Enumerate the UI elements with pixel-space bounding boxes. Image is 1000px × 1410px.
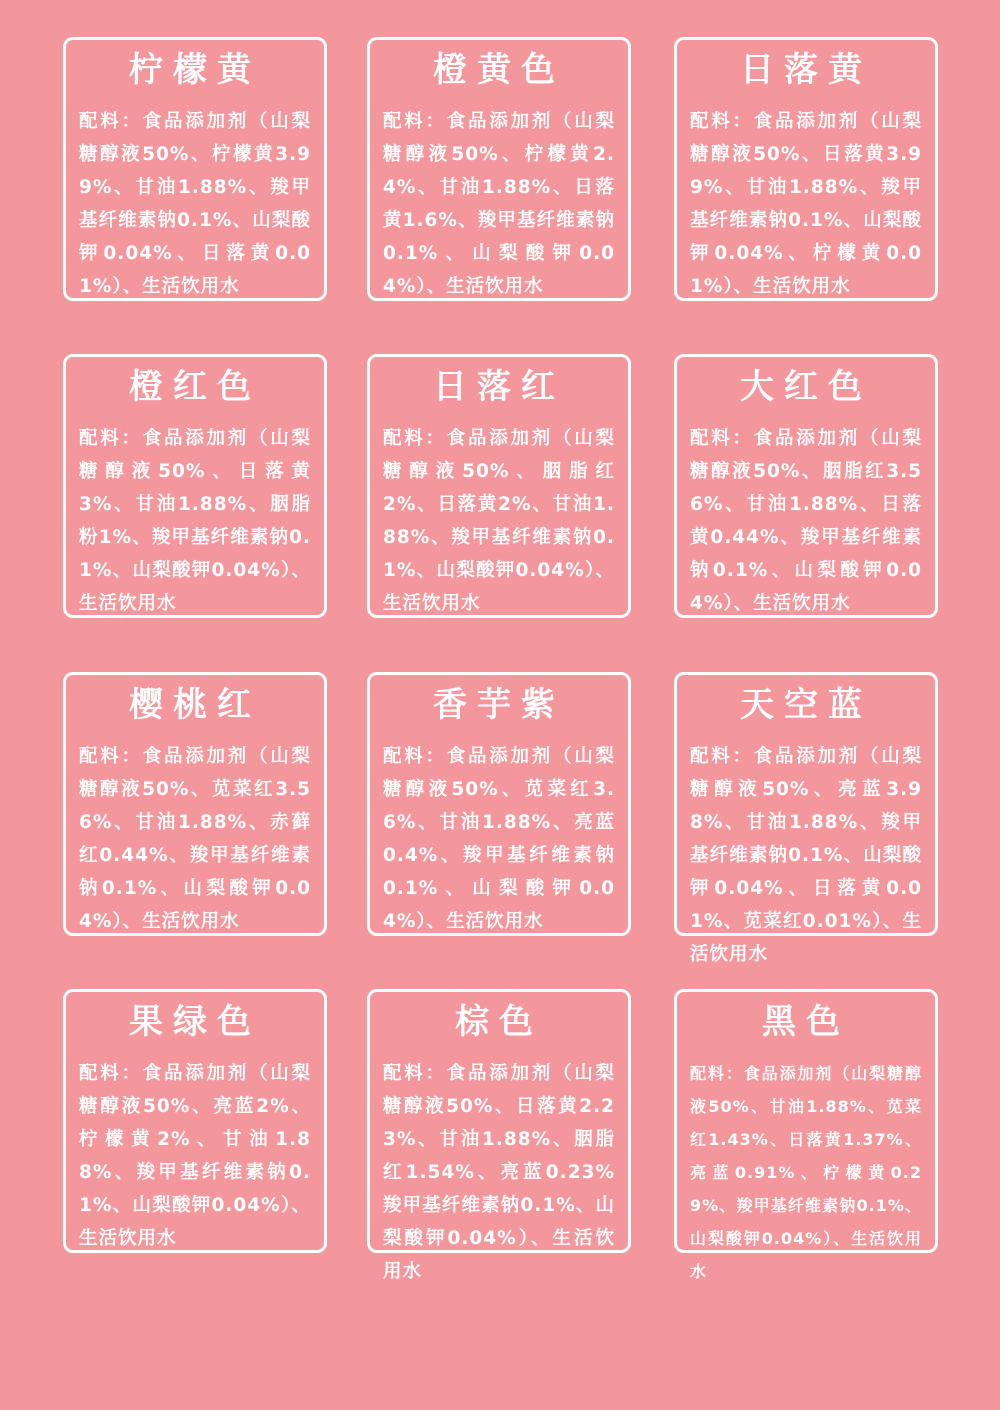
- card-ingredients: 配料：食品添加剂（山梨糖醇液50%、柠檬黄3.99%、甘油1.88%、羧甲基纤维素钠0.1%、山梨酸钾0.04%、日落黄0.01%）、生活饮用水: [79, 111, 311, 297]
- card-fruit-green: [63, 989, 327, 1253]
- card-title: 棕色: [455, 1002, 543, 1042]
- card-ingredients: 配料：食品添加剂（山梨糖醇液50%、胭脂红2%、日落黄2%、甘油1.88%、羧甲基纤维素钠0.1%、山梨酸钾0.04%）、生活饮用水: [383, 428, 615, 614]
- card-title: 橙红色: [129, 367, 261, 407]
- card-sunset-red: [367, 354, 631, 618]
- card-bright-red: [674, 354, 938, 618]
- card-ingredients: 配料：食品添加剂（山梨糖醇液50%、日落黄2.23%、甘油1.88%、胭脂红1.54%、亮蓝0.23%羧甲基纤维素钠0.1%、山梨酸钾0.04%）、生活饮用水: [383, 1063, 615, 1282]
- card-ingredients: 配料：食品添加剂（山梨糖醇液50%、甘油1.88%、苋菜红1.43%、日落黄1.37%、亮蓝0.91%、柠檬黄0.29%、羧甲基纤维素钠0.1%、山梨酸钾0.04%）、生活饮用水: [690, 1064, 922, 1281]
- card-ingredients: 配料：食品添加剂（山梨糖醇液50%、苋菜红3.6%、甘油1.88%、亮蓝0.4%、羧甲基纤维素钠0.1%、山梨酸钾0.04%）、生活饮用水: [383, 746, 615, 932]
- card-orange-red: [63, 354, 327, 618]
- card-title: 柠檬黄: [129, 50, 261, 90]
- card-ingredients: 配料：食品添加剂（山梨糖醇液50%、亮蓝2%、柠檬黄2%、甘油1.88%、羧甲基纤维素钠0.1%、山梨酸钾0.04%）、生活饮用水: [79, 1063, 311, 1249]
- card-title: 橙黄色: [433, 50, 565, 90]
- card-ingredients: 配料：食品添加剂（山梨糖醇液50%、亮蓝3.98%、甘油1.88%、羧甲基纤维素钠0.1%、山梨酸钾0.04%、日落黄0.01%、苋菜红0.01%）、生活饮用水: [690, 746, 922, 965]
- card-sunset-yellow: [674, 37, 938, 301]
- card-title: 果绿色: [129, 1002, 261, 1042]
- card-lemon-yellow: [63, 37, 327, 301]
- card-title: 日落黄: [740, 50, 872, 90]
- card-title: 樱桃红: [129, 685, 261, 725]
- card-sky-blue: [674, 672, 938, 965]
- card-taro-purple: [367, 672, 631, 936]
- card-black: [674, 989, 938, 1281]
- card-ingredients: 配料：食品添加剂（山梨糖醇液50%、胭脂红3.56%、甘油1.88%、日落黄0.44%、羧甲基纤维素钠0.1%、山梨酸钾0.04%）、生活饮用水: [690, 428, 922, 614]
- card-ingredients: 配料：食品添加剂（山梨糖醇液50%、柠檬黄2.4%、甘油1.88%、日落黄1.6%、羧甲基纤维素钠0.1%、山梨酸钾0.04%）、生活饮用水: [383, 111, 615, 297]
- card-title: 日落红: [433, 367, 565, 407]
- card-title: 大红色: [740, 367, 872, 407]
- card-cherry-red: [63, 672, 327, 936]
- card-title: 黑色: [762, 1002, 850, 1042]
- card-ingredients: 配料：食品添加剂（山梨糖醇液50%、日落黄3.99%、甘油1.88%、羧甲基纤维素钠0.1%、山梨酸钾0.04%、柠檬黄0.01%）、生活饮用水: [690, 111, 922, 297]
- card-ingredients: 配料：食品添加剂（山梨糖醇液50%、苋菜红3.56%、甘油1.88%、赤藓红0.44%、羧甲基纤维素钠0.1%、山梨酸钾0.04%）、生活饮用水: [79, 746, 311, 932]
- card-brown: [367, 989, 631, 1282]
- card-title: 天空蓝: [740, 685, 872, 725]
- card-ingredients: 配料：食品添加剂（山梨糖醇液50%、日落黄3%、甘油1.88%、胭脂粉1%、羧甲基纤维素钠0.1%、山梨酸钾0.04%）、生活饮用水: [79, 428, 311, 614]
- card-orange-yellow: [367, 37, 631, 301]
- card-title: 香芋紫: [433, 685, 565, 725]
